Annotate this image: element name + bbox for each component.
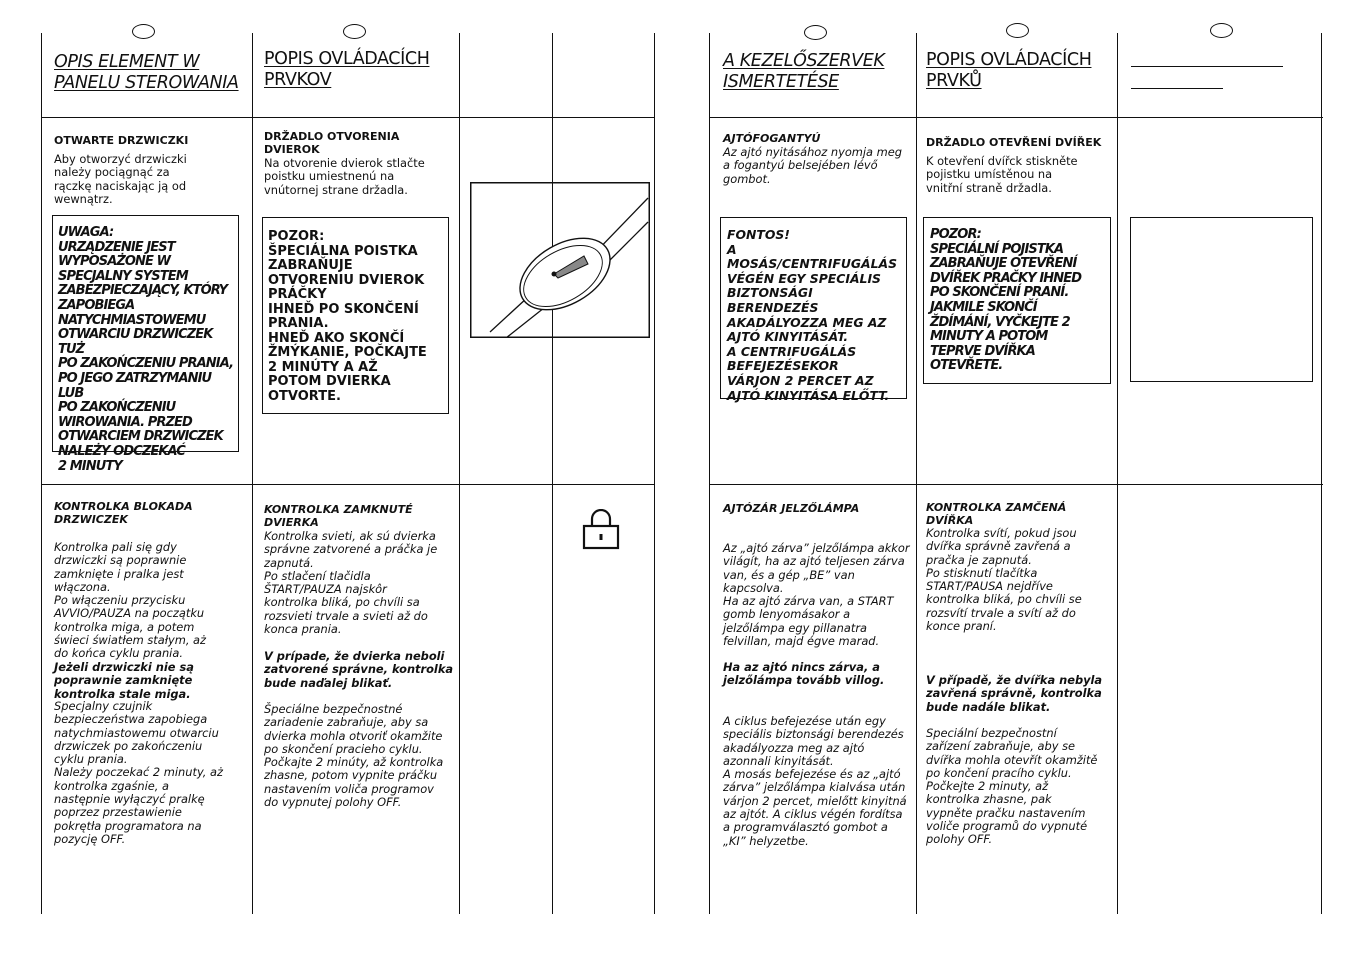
blank-heading-line — [1131, 66, 1283, 67]
language-flag-oval — [132, 24, 155, 39]
padlock-icon — [582, 509, 620, 551]
divider — [654, 33, 655, 914]
language-flag-oval — [343, 24, 366, 39]
divider — [552, 33, 553, 914]
heading-sk: POPIS OVLÁDACÍCH PRVKOV — [264, 49, 430, 90]
hu-lamp-text1: Az „ajtó zárva” jelzőlámpa akkor világít, ha az ajtó teljesen zárva van, és a gép „BE” van kapcsolva. Ha az ajtó zárva van, a START gomb lenyomásakor a jelzőlámpa egy pillanatra felvillan, majd égve marad. — [723, 541, 910, 649]
sk-door-text: Na otvorenie dvierok stlačte poistku umiestnenú na vnútornej strane držadla. — [264, 156, 425, 197]
divider — [41, 33, 42, 914]
hu-door-text: Az ajtó nyitásához nyomja meg a fogantyú belsejében lévő gombot. — [723, 145, 902, 186]
cz-lamp-text2: Speciální bezpečnostní zařízení zabraňuje, aby se dvířka mohla otevřít okamžitě po končení pracího cyklu. Počkejte 2 minuty, až kontrolka zhasne, pak vypněte pračku nastavením voliče programů do vypnuté polohy OFF. — [926, 726, 1098, 847]
divider — [252, 33, 253, 914]
cz-door-title: DRŽADLO OTEVŘENÍ DVÍŘEK — [926, 136, 1102, 149]
pl-door-text: Aby otworzyć drzwiczki należy pociągnąć za rączkę naciskając ją od wewnątrz. — [54, 152, 187, 206]
hu-lamp-text2: A ciklus befejezése után egy speciális biztonsági berendezés akadályozza meg az ajtó azonnali kinyitását. A mosás befejezése és az „ajtó zárva” jelzőlámpa kialvása után várjon 2 percet, mielőtt kinyitná az ajtót. A ciklus végén fordítsa a programválasztó gombot a „KI” helyzetbe. — [723, 714, 907, 848]
divider — [1117, 33, 1118, 914]
hu-warning-text: FONTOS! A MOSÁS/CENTRIFUGÁLÁS VÉGÉN EGY SPECIÁLIS BIZTONSÁGI BERENDEZÉS AKADÁLYOZZA MEG AZ AJTÓ KINYITÁSÁT. A CENTRIFUGÁLÁS BEFEJEZÉSEKOR VÁRJON 2 PERCET AZ AJTÓ KINYITÁSA ELŐTT. — [727, 227, 898, 403]
cz-lamp-text1: Kontrolka svítí, pokud jsou dvířka správně zavřená a pračka je zapnutá. Po stisknutí tlačítka START/PAUSA nejdříve kontrolka bliká, po chvíli se rozsvítí trvale a svítí až do konce praní. — [926, 526, 1082, 634]
sk-lamp-text2: Špeciálne bezpečnostné zariadenie zabraňuje, aby sa dvierka mohla otvoriť okamžite po skončení pracieho cyklu. Počkajte 2 minúty, až kontrolka zhasne, potom vypnite práčku nastavením voliča programov do vypnutej polohy OFF. — [264, 702, 444, 810]
language-flag-oval — [1006, 23, 1029, 38]
divider — [1321, 33, 1322, 914]
sk-warning-text: POZOR: ŠPECIÁLNA POISTKA ZABRAŇUJE OTVORENIU DVIEROK PRÁČKY IHNEĎ PO SKONČENÍ PRANIA. HNEĎ AKO SKONČÍ ŽMÝKANIE, POČKAJTE 2 MINÚTY A AŽ POTOM DVIERKA OTVORTE. — [268, 229, 427, 404]
language-flag-oval — [804, 25, 827, 40]
divider — [916, 33, 917, 914]
pl-lamp-title: KONTROLKA BLOKADA DRZWICZEK — [54, 500, 193, 526]
cz-lamp-bold: V případě, že dvířka nebyla zavřená správně, kontrolka bude nadále blikat. — [926, 673, 1103, 714]
sk-lamp-text1: Kontrolka svieti, ak sú dvierka správne zatvorené a práčka je zapnutá. Po stlačení tlačidla ŠTART/PAUZA najskôr kontrolka bliká, po chvíli sa rozsvieti trvale a svieti až do konca prania. — [264, 529, 438, 637]
row-divider — [709, 484, 1323, 485]
heading-pl: OPIS ELEMENT W PANELU STEROWANIA — [54, 52, 239, 93]
door-handle-illustration — [470, 182, 650, 338]
hu-lamp-title: AJTÓZÁR JELZŐLÁMPA — [723, 502, 860, 515]
row-divider — [709, 117, 1323, 118]
pl-lamp-text2: Specjalny czujnik bezpieczeństwa zapobiega natychmiastowemu otwarciu drzwiczek po zakończeniu cyklu prania. Należy poczekać 2 minuty, aż kontrolka zgaśnie, a następnie wyłączyć pralkę poprzez przestawienie pokrętła programatora na pozycję OFF. — [54, 699, 224, 846]
pl-lamp-text1: Kontrolka pali się gdy drzwiczki są poprawnie zamknięte i pralka jest włączona. Po włączeniu przycisku AVVIO/PAUZA na początku kontrolka miga, a potem świeci światłem stałym, aż do końca cyklu prania. — [54, 540, 207, 661]
row-divider — [41, 117, 654, 118]
blank-box — [1130, 217, 1313, 382]
sk-door-title: DRŽADLO OTVORENIA DVIEROK — [264, 130, 400, 156]
pl-warning-text: UWAGA: URZĄDZENIE JEST WYPOSAŻONE W SPECJALNY SYSTEM ZABEZPIECZAJĄCY, KTÓRY ZAPOBIEGA NATYCHMIASTOWEMU OTWARCIU DRZWICZEK TUŻ PO ZAKOŃCZENIU PRANIA, PO JEGO ZATRZYMANIU LUB PO ZAKOŃCZENIU WIROWANIA. PRZED OTWARCIEM DRZWICZEK NALEŻY ODCZEKAĆ 2 MINUTY — [58, 225, 234, 474]
divider — [459, 33, 460, 914]
cz-warning-text: POZOR: SPECIÁLNÍ POJISTKA ZABRAŇUJE OTEVŘENÍ DVÍŘEK PRAČKY IHNED PO SKONČENÍ PRANÍ. JAKMILE SKONČÍ ŽDÍMÁNÍ, VYČKEJTE 2 MINUTY A POTOM TEPRVE DVÍŘKA OTEVŘETE. — [930, 227, 1082, 374]
row-divider — [41, 484, 654, 485]
blank-heading-line — [1131, 88, 1223, 89]
pl-lamp-bold: Jeżeli drzwiczki nie są poprawnie zamknięte kontrolka stale miga. — [54, 660, 194, 701]
heading-hu: A KEZELŐSZERVEK ISMERTETÉSE — [723, 51, 885, 92]
sk-lamp-title: KONTROLKA ZAMKNUTÉ DVIERKA — [264, 503, 413, 529]
divider — [709, 33, 710, 914]
language-flag-oval — [1210, 23, 1233, 38]
cz-door-text: K otevření dvířck stiskněte pojistku umístěnou na vnitřní straně držadla. — [926, 154, 1078, 195]
hu-door-title: AJTÓFOGANTYÚ — [723, 132, 821, 145]
pl-door-title: OTWARTE DRZWICZKI — [54, 134, 189, 147]
cz-lamp-title: KONTROLKA ZAMČENÁ DVÍŘKA — [926, 501, 1067, 527]
hu-lamp-bold: Ha az ajtó nincs zárva, a jelzőlámpa tovább villog. — [723, 660, 885, 688]
heading-cz: POPIS OVLÁDACÍCH PRVKŮ — [926, 50, 1092, 91]
sk-lamp-bold: V prípade, že dvierka neboli zatvorené správne, kontrolka bude naďalej blikať. — [264, 649, 454, 690]
